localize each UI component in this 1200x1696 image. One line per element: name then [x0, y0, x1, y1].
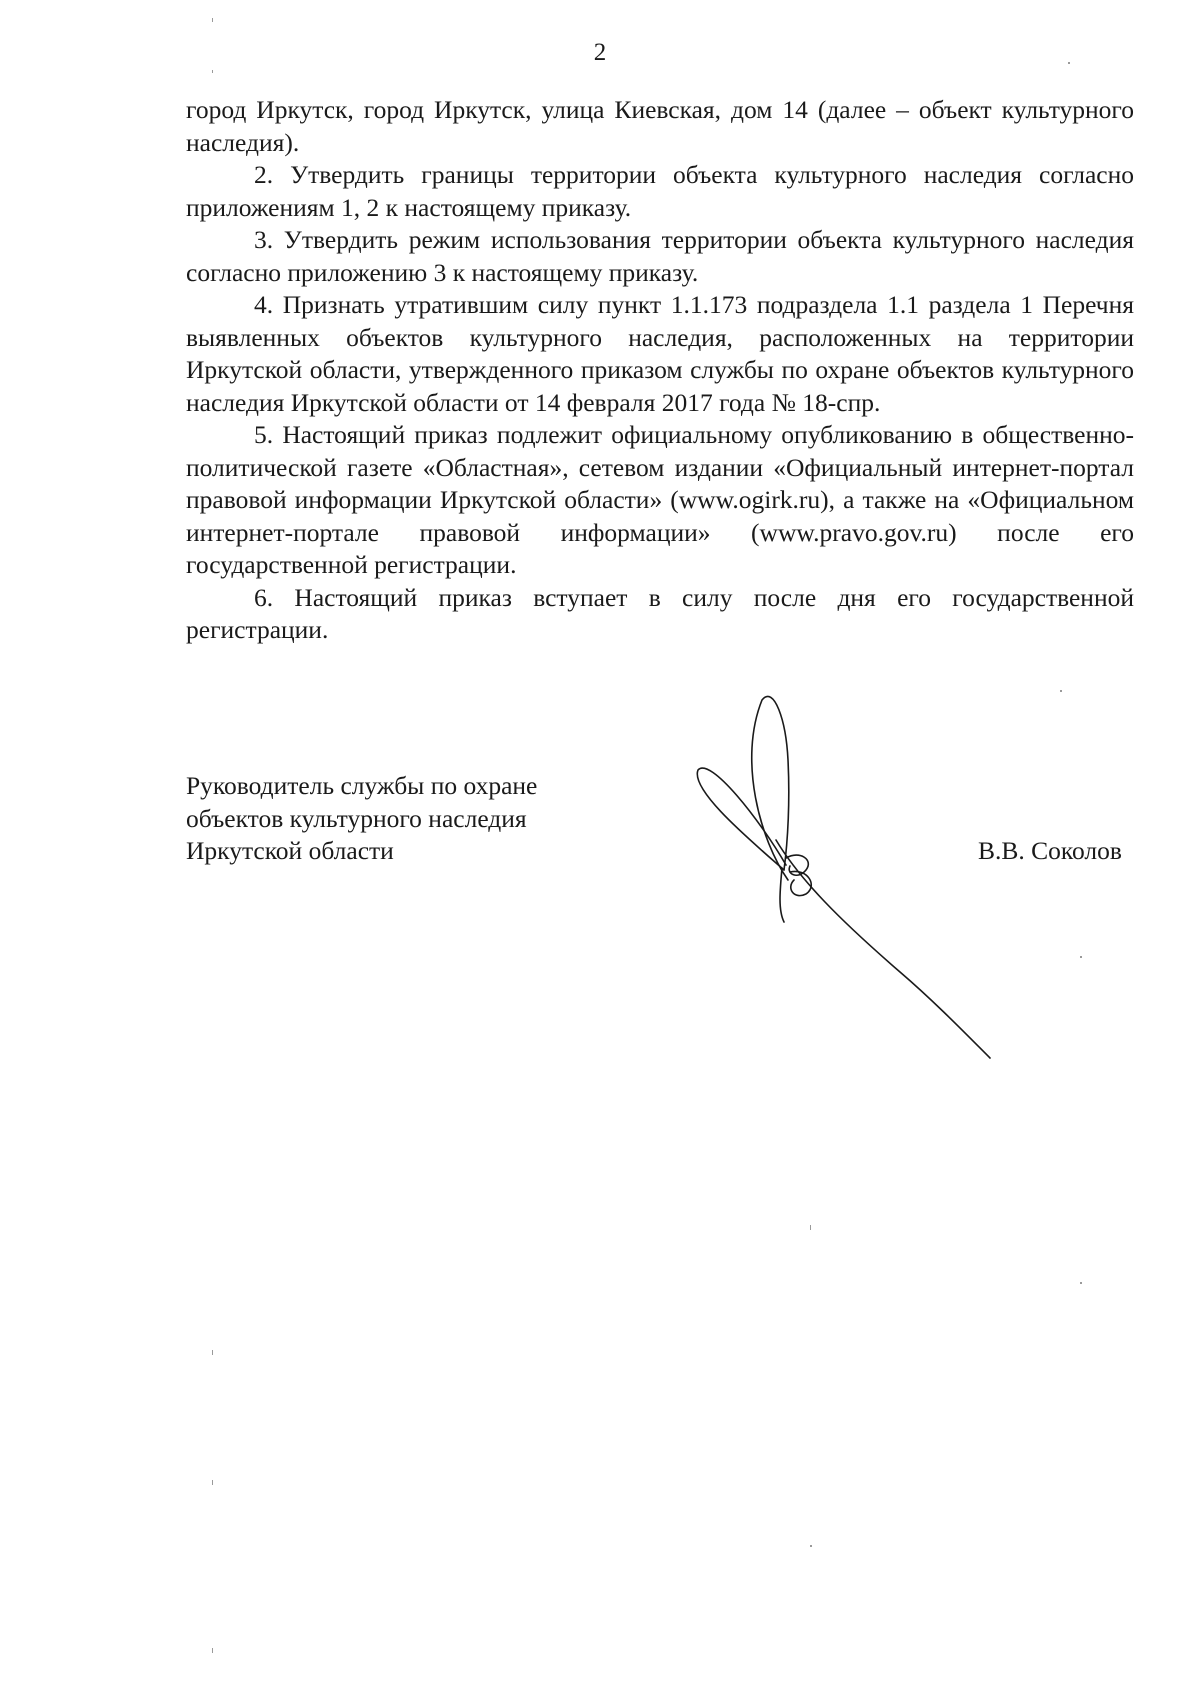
paragraph-item-5: 5. Настоящий приказ подлежит официальному опубликованию в общественно-политической газете «Областная», сетевом издании «Официальный интернет-портал правовой информации Иркутской области» (www.ogirk.ru), а также на «Официальном интернет-портале правовой информации» (www.pravo.gov.ru) после его государственной регистрации.: [186, 420, 1134, 579]
paragraph-item-2: 2. Утвердить границы территории объекта культурного наследия согласно приложениям 1, 2 к настоящему приказу.: [186, 160, 1134, 222]
scan-speck: [810, 1225, 811, 1230]
signatory-position: [186, 770, 606, 868]
paragraph-item-6: 6. Настоящий приказ вступает в силу после дня его государственной регистрации.: [186, 582, 1134, 644]
scan-speck: [1080, 956, 1082, 958]
scan-speck: [212, 1480, 213, 1485]
signatory-position-line: объектов культурного наследия: [186, 803, 527, 833]
scan-speck: [1068, 62, 1070, 64]
scan-speck: [1060, 690, 1062, 692]
document-body: [186, 94, 1134, 647]
scan-speck: [212, 70, 213, 73]
signatory-name: В.В. Соколов: [978, 836, 1122, 865]
signatory-position-line: Иркутской области: [186, 836, 394, 865]
scan-speck: [212, 1350, 213, 1355]
scan-speck: [1080, 1282, 1082, 1284]
scan-speck: [212, 18, 213, 22]
paragraph-item-3: 3. Утвердить режим использования территории объекта культурного наследия согласно приложению 3 к настоящему приказу.: [186, 225, 1134, 287]
handwritten-signature: [690, 690, 1000, 1060]
page-number: 2: [593, 39, 607, 66]
paragraph-item-4: 4. Признать утратившим силу пункт 1.1.173 подраздела 1.1 раздела 1 Перечня выявленных объектов культурного наследия, расположенных на территории Иркутской области, утвержденного приказом службы по охране объектов культурного наследия Иркутской области от 14 февраля 2017 года № 18-спр.: [186, 290, 1134, 417]
scan-speck: [212, 1648, 213, 1653]
paragraph-continuation: город Иркутск, город Иркутск, улица Киевская, дом 14 (далее – объект культурного наследия).: [186, 95, 1134, 157]
scan-speck: [810, 1545, 812, 1547]
signatory-position-line: Руководитель службы по охране: [186, 771, 538, 800]
